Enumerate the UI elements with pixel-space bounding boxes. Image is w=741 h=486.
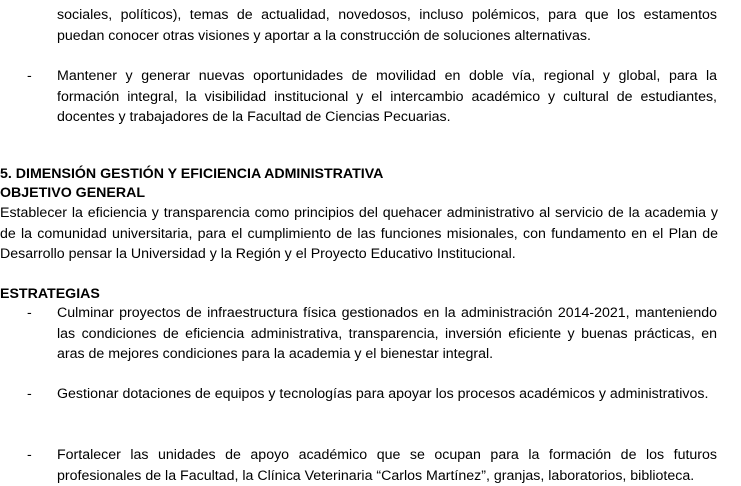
strategies-heading: ESTRATEGIAS: [0, 286, 100, 302]
list-item-text: Fortalecer las unidades de apoyo académico que se ocupan para la formación de los futuros profesionales de la Facultad, la Clínica Veterinaria “Carlos Martínez”, granjas, laboratorios, biblioteca.: [57, 447, 717, 484]
bullet-marker: -: [27, 68, 32, 84]
list-item: [27, 384, 717, 405]
list-item-text: sociales, políticos), temas de actualidad, novedosos, incluso polémicos, para que los estamentos puedan conocer otras visiones y aportar a la construcción de soluciones alternativas.: [57, 7, 717, 44]
list-item-text: Culminar proyectos de infraestructura física gestionados en la administración 2014-2021, manteniendo las condiciones de eficiencia administrativa, transparencia, inversión eficiente y buenas prácticas, en aras de mejores condiciones para la academia y el bienestar integral.: [57, 305, 717, 362]
objective-heading: OBJETIVO GENERAL: [0, 185, 146, 201]
bullet-marker: -: [27, 447, 32, 463]
list-item: [27, 445, 717, 486]
section-heading: 5. DIMENSIÓN GESTIÓN Y EFICIENCIA ADMINISTRATIVA: [0, 166, 384, 182]
bullet-marker: -: [27, 386, 32, 402]
list-item: [27, 5, 717, 46]
list-item: [27, 66, 717, 128]
list-item-text: Mantener y generar nuevas oportunidades de movilidad en doble vía, regional y global, para la formación integral, la visibilidad institucional y el intercambio académico y cultural de estudiantes, docentes y trabajadores de la Facultad de Ciencias Pecuarias.: [57, 68, 717, 125]
bullet-marker: -: [27, 305, 32, 321]
list-item: [27, 303, 717, 365]
list-item-text: Gestionar dotaciones de equipos y tecnologías para apoyar los procesos académicos y administrativos.: [57, 386, 709, 402]
objective-paragraph: Establecer la eficiencia y transparencia como principios del quehacer administrativo al servicio de la academia y de la comunidad universitaria, para el cumplimiento de las funciones misionales, con fundamento en el Plan de Desarrollo pensar la Universidad y la Región y el Proyecto Educativo Institucional.: [0, 205, 718, 262]
